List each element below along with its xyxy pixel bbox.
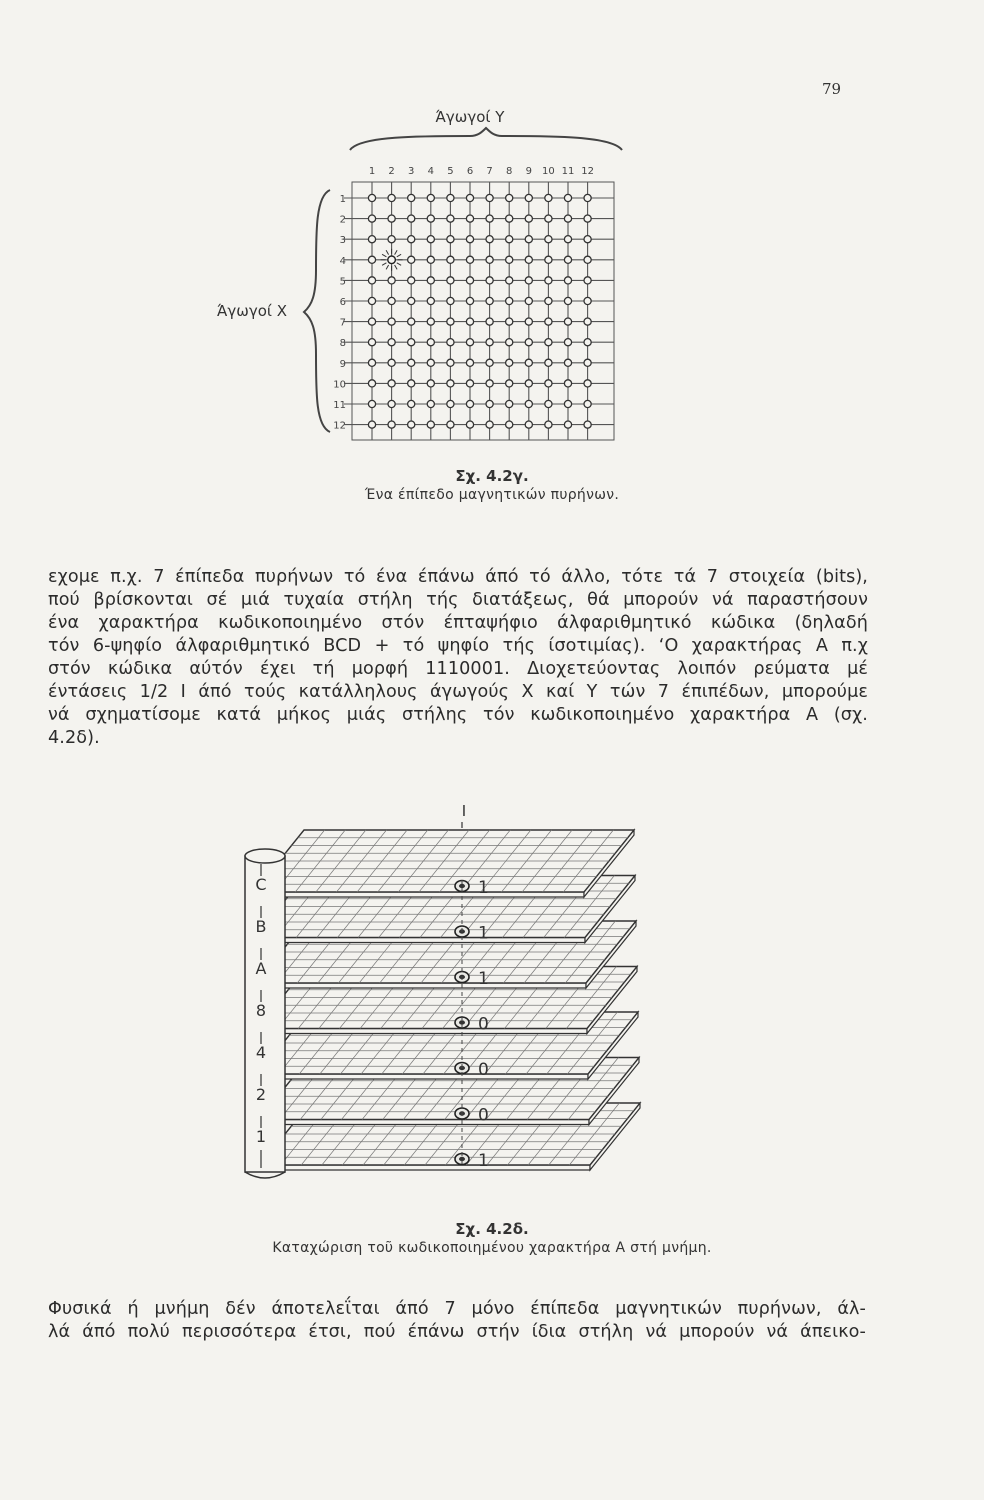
core <box>584 297 591 304</box>
core <box>427 297 434 304</box>
column-numbers <box>369 166 594 177</box>
core <box>388 421 395 428</box>
core <box>408 194 415 201</box>
column-number: 8 <box>506 166 513 177</box>
core <box>486 297 493 304</box>
core <box>486 339 493 346</box>
row-number: 6 <box>339 297 346 308</box>
core <box>564 256 571 263</box>
core <box>564 297 571 304</box>
core-planes <box>254 822 640 1171</box>
row-number: 9 <box>339 358 346 370</box>
core <box>525 194 532 201</box>
paragraph-line: στόν κώδικα αύτόν έχει τή μορφή 1110001. Διοχετεύοντας λοιπόν ρεύματα μέ <box>48 659 868 679</box>
core <box>525 318 532 325</box>
core <box>525 421 532 428</box>
row-number: 8 <box>339 338 346 350</box>
core <box>564 421 571 428</box>
core <box>506 297 513 304</box>
core <box>584 359 591 366</box>
core <box>388 215 395 222</box>
core <box>427 277 434 284</box>
core <box>525 339 532 346</box>
core <box>584 236 591 243</box>
core <box>486 400 493 407</box>
core <box>545 194 552 201</box>
core <box>408 277 415 284</box>
core <box>584 277 591 284</box>
figure-2-caption-number: Σχ. 4.2δ. <box>455 1220 529 1238</box>
row-number: 4 <box>339 255 346 267</box>
paragraph-line: τόν 6-ψηφίο άλφαριθμητικό BCD + τό ψηφίο τής ίσοτιμίας). ‘Ο χαρακτήρας Α π.χ <box>48 636 868 656</box>
body-paragraph-1 <box>48 566 868 750</box>
core <box>368 400 375 407</box>
core <box>584 421 591 428</box>
core <box>564 318 571 325</box>
core <box>447 318 454 325</box>
core <box>408 421 415 428</box>
core <box>466 277 473 284</box>
core <box>388 236 395 243</box>
core <box>388 380 395 387</box>
column-number: 5 <box>447 166 454 177</box>
core <box>447 380 454 387</box>
character-bus <box>245 849 285 1178</box>
column-number: 6 <box>466 166 474 177</box>
core <box>486 236 493 243</box>
core <box>427 339 434 346</box>
core <box>525 236 532 243</box>
core <box>506 194 513 201</box>
bit-label: 2 <box>255 1085 267 1104</box>
current-label: Ι <box>461 802 467 820</box>
row-number: 11 <box>333 400 346 411</box>
core <box>564 277 571 284</box>
core <box>525 256 532 263</box>
core <box>447 194 454 201</box>
core <box>486 215 493 222</box>
paragraph-line: Φυσικά ή μνήμη δέν άποτελεΐται άπό 7 μόνο έπίπεδα μαγνητικών πυρήνων, άλ- <box>48 1299 866 1319</box>
core <box>584 400 591 407</box>
bit-value: 1 <box>478 1151 489 1171</box>
paragraph-line: πού βρίσκονται σέ μιά τυχαία στήλη τής διατάξεως, θά μπορούν νά παραστήσουν <box>48 590 868 610</box>
bit-value: 1 <box>478 969 489 989</box>
paragraph-line: ένα χαρακτήρα κωδικοποιημένο στόν έπταψήφιο άλφαριθμητικό κώδικα (δηλαδή <box>48 613 868 633</box>
row-number: 3 <box>339 235 346 247</box>
y-wires-brace <box>350 128 622 150</box>
core <box>486 256 493 263</box>
core <box>388 277 395 284</box>
paragraph-line: εχομε π.χ. 7 έπίπεδα πυρήνων τό ένα έπάνω άπό τό άλλο, τότε τά 7 στοιχεία (bits), <box>48 567 868 587</box>
core <box>388 359 395 366</box>
core <box>486 194 493 201</box>
core <box>584 318 591 325</box>
core <box>564 400 571 407</box>
figure-2-caption-text: Καταχώριση τοῦ κωδικοποιημένου χαρακτήρα Α στή μνήμη. <box>272 1240 712 1256</box>
row-number: 5 <box>339 276 346 288</box>
core <box>368 215 375 222</box>
core <box>545 380 552 387</box>
core <box>545 256 552 263</box>
core <box>584 194 591 201</box>
core <box>447 256 454 263</box>
bit-label: A <box>255 959 267 978</box>
core <box>564 215 571 222</box>
core <box>447 215 454 222</box>
core <box>388 318 395 325</box>
core <box>408 400 415 407</box>
core <box>447 421 454 428</box>
core <box>368 277 375 284</box>
core <box>584 339 591 346</box>
core <box>584 215 591 222</box>
selected-core-icon <box>381 249 403 271</box>
core <box>388 339 395 346</box>
core <box>525 359 532 366</box>
column-number: 3 <box>408 166 415 177</box>
core <box>368 359 375 366</box>
column-number: 12 <box>581 166 594 177</box>
core <box>408 256 415 263</box>
core <box>427 318 434 325</box>
core <box>486 380 493 387</box>
core <box>545 318 552 325</box>
core <box>466 297 473 304</box>
core <box>408 359 415 366</box>
core <box>466 400 473 407</box>
column-number: 11 <box>561 166 575 177</box>
core <box>408 297 415 304</box>
core <box>368 339 375 346</box>
core <box>427 256 434 263</box>
core <box>427 194 434 201</box>
row-number: 2 <box>339 214 346 226</box>
core <box>506 215 513 222</box>
core-plane <box>254 830 634 897</box>
bit-value: 0 <box>478 1014 489 1035</box>
core <box>486 318 493 325</box>
core <box>408 380 415 387</box>
core <box>525 380 532 387</box>
column-number: 9 <box>525 166 532 177</box>
bit-value: 1 <box>478 923 489 944</box>
body-paragraph-2 <box>48 1298 866 1344</box>
core-array <box>368 194 591 428</box>
core <box>564 380 571 387</box>
core <box>506 400 513 407</box>
core <box>466 421 473 428</box>
core <box>466 215 473 222</box>
core <box>486 421 493 428</box>
core <box>506 277 513 284</box>
core <box>427 236 434 243</box>
paragraph-line: νά σχηματίσομε κατά μήκος μιάς στήλης τόν κωδικοποιημένο χαρακτήρα Α (σχ. <box>48 705 868 725</box>
core <box>388 400 395 407</box>
bit-value: 0 <box>478 1060 489 1080</box>
figure-2-caption <box>0 1220 984 1256</box>
core <box>447 359 454 366</box>
core <box>525 277 532 284</box>
core <box>368 256 375 263</box>
core <box>506 380 513 387</box>
core <box>447 339 454 346</box>
core <box>584 380 591 387</box>
core <box>466 318 473 325</box>
paragraph-line: 4.2δ). <box>48 728 100 748</box>
core <box>466 339 473 346</box>
x-wires-label: Άγωγοί Χ <box>217 302 287 320</box>
core <box>525 215 532 222</box>
core <box>545 215 552 222</box>
row-number: 1 <box>339 194 346 205</box>
core <box>545 339 552 346</box>
core <box>408 318 415 325</box>
core <box>466 359 473 366</box>
core <box>427 421 434 428</box>
core <box>427 215 434 222</box>
core <box>486 277 493 284</box>
core <box>506 236 513 243</box>
core <box>564 194 571 201</box>
core <box>564 236 571 243</box>
bit-label: 4 <box>255 1043 267 1062</box>
core <box>427 380 434 387</box>
core <box>545 277 552 284</box>
core <box>388 297 395 304</box>
paragraph-line: λά άπό πολύ περισσότερα έτσι, πού έπάνω στήν ίδια στήλη νά μπορούν νά άπεικο- <box>48 1322 866 1342</box>
core <box>368 421 375 428</box>
x-wires-brace <box>304 190 330 432</box>
core <box>368 236 375 243</box>
core <box>486 359 493 366</box>
core <box>584 256 591 263</box>
column-number: 2 <box>388 166 395 177</box>
core <box>545 400 552 407</box>
core <box>545 297 552 304</box>
core <box>564 339 571 346</box>
core <box>368 380 375 387</box>
core <box>368 297 375 304</box>
core <box>506 421 513 428</box>
core <box>388 194 395 201</box>
core <box>506 339 513 346</box>
core <box>408 236 415 243</box>
bit-label: B <box>255 917 267 936</box>
bit-value: 1 <box>478 878 489 898</box>
row-number: 10 <box>333 379 346 391</box>
figure-1-caption <box>0 467 984 503</box>
bit-label: 8 <box>255 1001 267 1020</box>
core <box>545 236 552 243</box>
row-number: 12 <box>333 420 346 432</box>
page-number: 79 <box>822 80 842 98</box>
core <box>564 359 571 366</box>
core <box>447 277 454 284</box>
bit-label: C <box>255 875 267 894</box>
figure-1-caption-text: Ένα έπίπεδο μαγνητικών πυρήνων. <box>364 487 620 503</box>
row-number: 7 <box>339 317 346 329</box>
bit-label: 1 <box>255 1127 267 1146</box>
core <box>368 318 375 325</box>
row-numbers <box>333 194 346 432</box>
core <box>427 359 434 366</box>
core <box>466 194 473 201</box>
paragraph-line: έντάσεις 1/2 Ι άπό τούς κατάλληλους άγωγούς Χ καί Υ τών 7 έπιπέδων, μπορούμε <box>48 682 868 702</box>
core <box>408 215 415 222</box>
core <box>506 359 513 366</box>
core <box>525 400 532 407</box>
core <box>447 236 454 243</box>
column-number: 10 <box>542 166 555 177</box>
figure-1-caption-number: Σχ. 4.2γ. <box>455 467 529 485</box>
core-grid <box>344 182 614 440</box>
column-number: 1 <box>368 166 376 177</box>
column-number: 7 <box>486 166 493 177</box>
core <box>545 421 552 428</box>
core <box>545 359 552 366</box>
core <box>506 256 513 263</box>
core <box>408 339 415 346</box>
core <box>427 400 434 407</box>
core <box>447 297 454 304</box>
core <box>447 400 454 407</box>
core <box>466 256 473 263</box>
column-number: 4 <box>427 166 434 177</box>
y-wires-label: Άγωγοί Υ <box>435 108 505 126</box>
core <box>466 380 473 387</box>
core <box>368 194 375 201</box>
core <box>525 297 532 304</box>
core <box>506 318 513 325</box>
core <box>466 236 473 243</box>
stacked-planes-figure <box>0 800 984 1200</box>
bit-value: 0 <box>478 1105 489 1126</box>
